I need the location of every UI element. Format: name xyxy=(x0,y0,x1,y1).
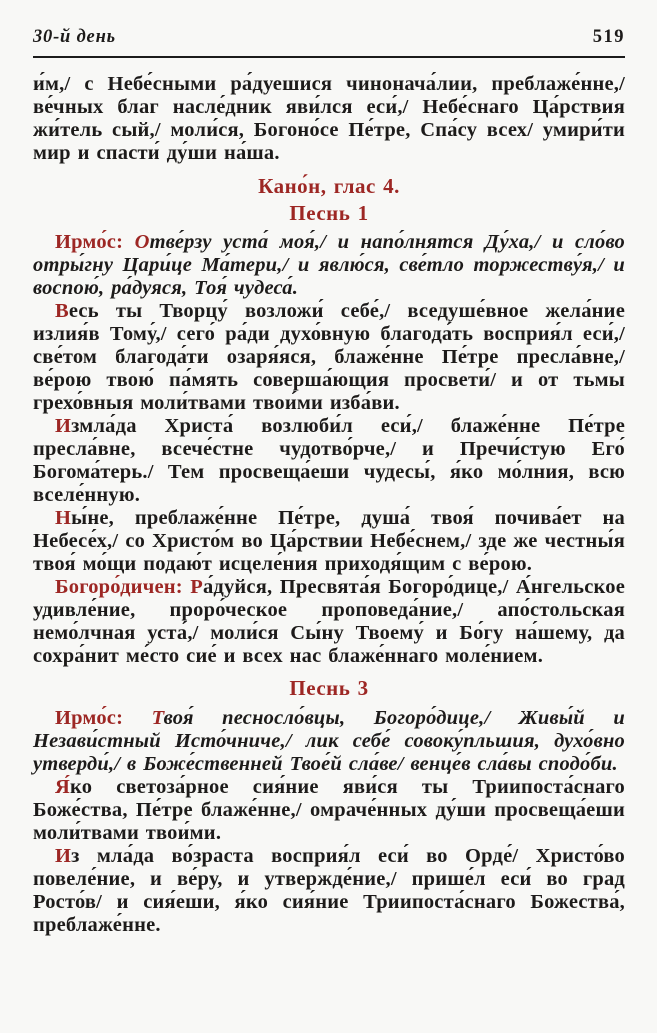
initial-letter: Я́ xyxy=(55,776,71,798)
paragraph-irmos-ode1 xyxy=(33,231,625,300)
page-header xyxy=(33,27,625,47)
paragraph-theotokion xyxy=(33,576,625,668)
paragraph-troparion-5 xyxy=(33,845,625,937)
initial-letter: В xyxy=(55,300,69,322)
ode1-heading: Песнь 1 xyxy=(289,201,369,225)
irmos-label: Ирмо́с: xyxy=(55,707,124,729)
canon-heading: Кано́н, глас 4. xyxy=(258,174,400,198)
running-title: 30-й день xyxy=(33,27,116,47)
troparion-text: з мла́да во́зраста восприя́л еси́ во Орде́/ Христо́во повеле́ние, и ве́ру, и утвержде́ние,/ прише́л еси́ во град Росто́в/ и сия́еши, я́ко сия́ние Триипоста́снаго Божества́, преблаже́нне. xyxy=(33,845,625,936)
paragraph-continuation: и́м,/ с Небе́сными ра́дуешися чинонача́лии, преблаже́нне,/ ве́чных благ насле́дник яви́лся еси́,/ Небе́снаго Ца́рствия жи́тель сый,/ моли́ся, Богоно́се Пе́тре, Спа́су всех/ умири́ти мир и спасти́ ду́ши на́ша. xyxy=(33,73,625,164)
ode3-heading: Песнь 3 xyxy=(289,676,369,700)
initial-letter: Т xyxy=(151,707,164,729)
troparion-text: ко светоза́рное сия́ние яви́ся ты Триипоста́снаго Боже́ства, Пе́тре блаже́нне,/ омраче́нных ду́ши просвеща́еши моли́твами твои́ми. xyxy=(33,776,625,844)
troparion-text: а́дуйся, Пресвята́я Богоро́дице,/ А́нгельское удивле́ние, проро́ческое проповеда́ние,/ апо́стольская немо́лчная уста́,/ моли́ся Сы́ну Твоему́ и Бо́гу на́шему, да сохра́нит ме́сто сие́ и всех нас блаже́ннаго моле́нием. xyxy=(33,576,625,667)
page-body xyxy=(33,73,625,937)
troparion-text: змла́да Христа́ возлюби́л еси́,/ блаже́нне Пе́тре пресла́вне, всече́стне чудотво́рче,/ и Пречи́стую Его́ Богома́терь./ Тем просвеща́еши чудесы́, я́ко мо́лния, всю вселе́нную. xyxy=(33,415,625,506)
paragraph-irmos-ode3 xyxy=(33,707,625,776)
initial-letter: Н xyxy=(55,507,72,529)
header-rule xyxy=(33,56,625,58)
paragraph-troparion-1 xyxy=(33,300,625,415)
theotokion-label: Богоро́дичен: xyxy=(55,576,183,598)
paragraph-troparion-2 xyxy=(33,415,625,507)
irmos-text: тве́рзу уста́ моя́,/ и напо́лнятся Ду́ха,/ и сло́во отры́гну Цари́це Ма́тери,/ и явлю́ся, све́тло торжеству́я,/ и воспою́, ра́дуяся, Тоя́ чудеса́. xyxy=(33,231,626,299)
troparion-text: есь ты Творцу́ возложи́ себе́,/ вседуше́вное жела́ние излия́в Тому́,/ сего́ ра́ди духо́вную благода́ть восприя́л еси́,/ све́том благода́ти озаря́яся, блаже́нне Пе́тре пресла́вне,/ ве́рою твою́ па́мять соверша́ющия просвети́/ и от тьмы грехо́вныя моли́твами твои́ми изба́ви. xyxy=(33,300,625,414)
initial-letter: О xyxy=(134,231,150,253)
initial-letter: И xyxy=(55,845,72,867)
irmos-label: Ирмо́с: xyxy=(55,231,124,253)
initial-letter: И xyxy=(55,415,72,437)
paragraph-troparion-4 xyxy=(33,776,625,845)
paragraph-troparion-3 xyxy=(33,507,625,576)
page-number: 519 xyxy=(592,27,625,47)
troparion-text: ы́не, преблаже́нне Пе́тре, душа́ твоя́ почива́ет на Небесе́х,/ со Христо́м во Ца́рствии Небе́снем,/ зде же честны́я твоя́ мо́щи подаю́т исцеле́ния приходя́щим с ве́рою. xyxy=(33,507,625,575)
irmos-text: воя́ песносло́вцы, Богоро́дице,/ Живы́й и Незави́стный Исто́чниче,/ лик себе́ совоку́пльшия, духо́вно утверди́,/ в Боже́ственней Твое́й сла́ве/ венце́в сла́вы сподо́би. xyxy=(33,707,626,775)
initial-letter: Р xyxy=(190,576,203,598)
